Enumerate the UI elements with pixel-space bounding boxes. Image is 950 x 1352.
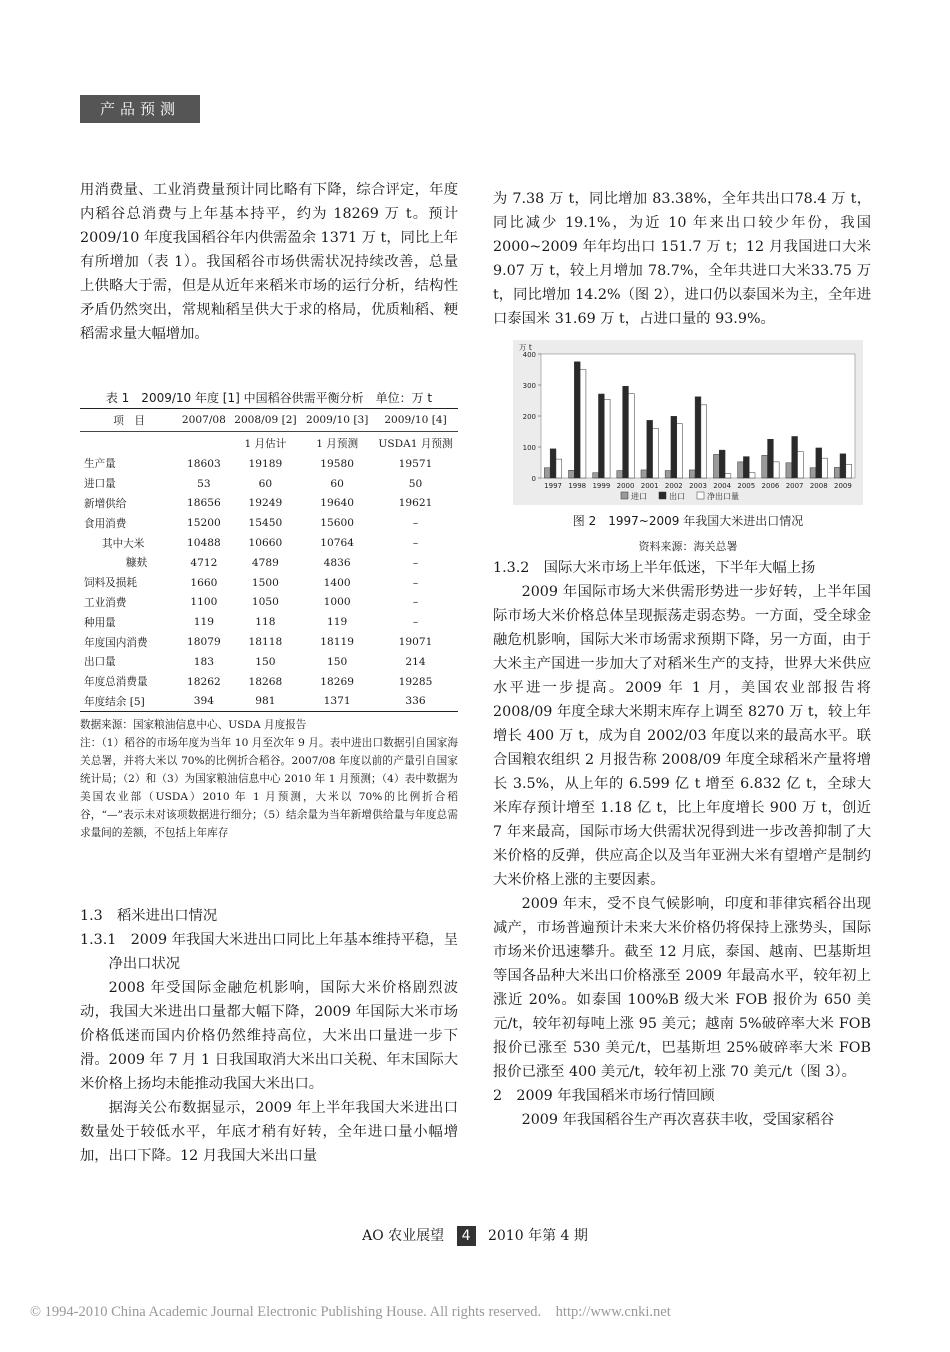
legend-swatch bbox=[697, 492, 704, 499]
y-axis-label: 万 t bbox=[519, 343, 532, 352]
legend-label: 进口 bbox=[631, 492, 647, 501]
left-intro bbox=[80, 178, 458, 346]
bar-import bbox=[689, 470, 695, 478]
table-cell: – bbox=[412, 616, 419, 629]
table-cell: 1000 bbox=[323, 596, 351, 609]
row-label: 糠麸 bbox=[126, 557, 148, 570]
bar-import bbox=[786, 463, 792, 478]
paragraph: 据海关公布数据显示，2009 年上半年我国大米进出口数量处于较低水平，年底才稍有好转，全年进口量小幅增加，出口下降。12 月我国大米出口量 bbox=[80, 1100, 458, 1164]
figure-2 bbox=[513, 340, 863, 530]
row-label: 进口量 bbox=[84, 478, 116, 491]
bar-import bbox=[810, 468, 816, 478]
table-row bbox=[80, 612, 458, 632]
table-cell: 1050 bbox=[251, 596, 279, 609]
row-label: 出口量 bbox=[84, 656, 116, 669]
bar-import bbox=[665, 471, 671, 478]
table-cell: – bbox=[412, 576, 419, 589]
left-section-13 bbox=[80, 904, 458, 1168]
table-cell: 1371 bbox=[301, 692, 373, 712]
table-subheader: 1 月估计 bbox=[244, 437, 287, 450]
row-label: 年度结余 [5] bbox=[80, 692, 178, 712]
table-row bbox=[80, 454, 458, 474]
table-row bbox=[80, 474, 458, 494]
table-note: 注：（1）稻谷的市场年度为当年 10 月至次年 9 月。表中进出口数据引自国家海关总署，并将大米以 70%的比例折合稻谷。2007/08 年度以前的产量引自国家统计局；（2）和（3）为国家粮油信息中心 2010 年 1 月预测；（4）表中数据为美国农业部（USDA）2010 年 1 月预测，大米以 70%的比例折合稻谷，“—”表示未对该项数据进行细分；（5）结余量为当年新增供给量与年度总需求量间的差额，不包括上年库存 bbox=[80, 737, 458, 840]
table-cell: 1400 bbox=[323, 576, 351, 589]
bar-export bbox=[840, 454, 846, 478]
page-number: 4 bbox=[457, 1226, 476, 1246]
table-row bbox=[80, 513, 458, 533]
table-header: 2008/09 [2] bbox=[230, 409, 302, 432]
table-cell: 4712 bbox=[190, 556, 218, 569]
table-cell: 214 bbox=[405, 655, 426, 668]
table-row bbox=[80, 573, 458, 593]
x-tick-label: 2005 bbox=[737, 482, 756, 490]
table-row bbox=[80, 494, 458, 514]
supply-demand-table bbox=[80, 388, 458, 842]
copyright-line: © 1994-2010 China Academic Journal Electronic Publishing House. All rights reserved. http://www.cnki.net bbox=[30, 1304, 671, 1320]
bar-export bbox=[719, 450, 725, 478]
table-cell: – bbox=[412, 596, 419, 609]
x-tick-label: 2008 bbox=[809, 482, 828, 490]
y-tick-label: 200 bbox=[522, 413, 536, 421]
legend-label: 净出口量 bbox=[707, 492, 739, 501]
bar-export bbox=[816, 448, 822, 478]
figure-source: 资料来源：海关总署 bbox=[638, 540, 738, 553]
table-row bbox=[80, 553, 458, 573]
table-cell: 18268 bbox=[248, 675, 283, 688]
x-tick-label: 2006 bbox=[761, 482, 780, 490]
x-tick-label: 2003 bbox=[689, 482, 707, 490]
bar-net-export bbox=[846, 464, 852, 478]
table-cell: 19189 bbox=[248, 457, 283, 470]
bar-net-export bbox=[580, 370, 586, 479]
x-tick-label: 1999 bbox=[592, 482, 611, 490]
table-cell: 19640 bbox=[320, 497, 354, 510]
table-cell: 19580 bbox=[320, 457, 354, 470]
right-section-132 bbox=[493, 556, 871, 1132]
table-cell: 19621 bbox=[398, 497, 433, 510]
x-tick-label: 2002 bbox=[664, 482, 683, 490]
table-cell: 118 bbox=[255, 616, 276, 629]
legend-label: 出口 bbox=[669, 492, 685, 501]
bar-export bbox=[695, 397, 701, 478]
table-cell: 150 bbox=[255, 655, 276, 668]
table-cell: 10488 bbox=[187, 537, 221, 550]
table-subheader: USDA1 月预测 bbox=[378, 437, 453, 450]
table-cell: 60 bbox=[330, 477, 344, 490]
x-tick-label: 2004 bbox=[713, 482, 732, 490]
y-tick-label: 300 bbox=[522, 382, 536, 390]
row-label: 工业消费 bbox=[84, 596, 127, 609]
table-cell: 19285 bbox=[398, 675, 433, 688]
table-cell: 1500 bbox=[251, 576, 279, 589]
bar-import bbox=[641, 470, 647, 478]
table-cell: 15450 bbox=[248, 517, 283, 530]
table-cell: – bbox=[412, 556, 419, 569]
table-subheader bbox=[178, 432, 229, 455]
table-header: 2009/10 [4] bbox=[373, 409, 458, 432]
table-notes bbox=[80, 716, 458, 842]
row-label: 年度国内消费 bbox=[84, 636, 148, 649]
bar-net-export bbox=[653, 428, 659, 478]
x-tick-label: 2001 bbox=[640, 482, 659, 490]
table-source: 数据来源：国家粮油信息中心、USDA 月度报告 bbox=[80, 719, 307, 732]
bar-net-export bbox=[798, 452, 804, 478]
table-cell: – bbox=[412, 537, 419, 550]
table-cell: 19071 bbox=[398, 636, 433, 649]
bar-net-export bbox=[628, 394, 634, 478]
table-cell: 60 bbox=[258, 477, 273, 490]
paragraph: 2009 年国际市场大米供需形势进一步好转，上半年国际市场大米价格总体呈现振荡走弱态势。一方面，受全球金融危机影响，国际大米市场需求预期下降，另一方面，由于大米主产国进一步加大了对稻米生产的支持，世界大米供应水平进一步提高。2009 年 1 月，美国农业部报告将 2008/09 年度全球大米期末库存上调至 8270 万 t，较上年增长 400 万 t，成为自 2002/03 年度以来的最高水平。联合国粮农组织 2 月报告称 2008/09 年度全球稻米产量将增长 3.5%，从上年的 6.599 亿 t 增至 6.832 亿 t，全球大米库存预计增至 1.18 亿 t，比上年度增长 900 万 t，创近 7 年来最高，国际市场大供需状况得到进一步改善抑制了大米价格的反弹，供应高企以及当年亚洲大米有望增产是制约大米价格上涨的主要因素。 bbox=[493, 584, 871, 888]
row-label: 种用量 bbox=[84, 616, 116, 629]
x-tick-label: 2009 bbox=[834, 482, 852, 490]
bar-import bbox=[617, 471, 623, 478]
paragraph: 2009 年我国稻谷生产再次喜获丰收，受国家稻谷 bbox=[521, 1112, 835, 1128]
rice-trade-chart bbox=[513, 340, 863, 505]
table-row bbox=[80, 692, 458, 712]
table-row bbox=[80, 533, 458, 553]
table-cell: 1100 bbox=[190, 596, 218, 609]
x-tick-label: 2000 bbox=[616, 482, 635, 490]
bar-net-export bbox=[604, 399, 610, 478]
section-heading-13: 1.3 稻米进出口情况 bbox=[80, 908, 218, 924]
bar-net-export bbox=[822, 458, 828, 478]
bar-net-export bbox=[749, 473, 755, 478]
table-cell: 119 bbox=[327, 616, 348, 629]
bar-import bbox=[569, 470, 575, 478]
bar-net-export bbox=[725, 474, 731, 478]
x-tick-label: 2007 bbox=[785, 482, 804, 490]
table-subheader: 1 月预测 bbox=[316, 437, 359, 450]
bar-import bbox=[713, 454, 719, 478]
row-label: 其中大米 bbox=[102, 537, 145, 550]
bar-net-export bbox=[701, 405, 707, 478]
table-row bbox=[80, 632, 458, 652]
issue-info: 2010 年第 4 期 bbox=[487, 1228, 588, 1244]
x-tick-label: 1998 bbox=[568, 482, 587, 490]
row-label: 食用消费 bbox=[84, 517, 127, 530]
bar-net-export bbox=[773, 462, 779, 478]
table-cell: – bbox=[412, 517, 419, 530]
table-cell: 15600 bbox=[320, 517, 354, 530]
table-cell: 10764 bbox=[320, 537, 354, 550]
table-cell: 4789 bbox=[251, 556, 279, 569]
table-cell: 18118 bbox=[248, 636, 283, 649]
bar-export bbox=[647, 420, 653, 478]
bar-import bbox=[593, 473, 599, 478]
section-heading-131: 1.3.1 2009 年我国大米进出口同比上年基本维持平稳，呈净出口状况 bbox=[80, 932, 458, 972]
y-tick-label: 100 bbox=[522, 444, 536, 452]
table-cell: 336 bbox=[373, 692, 458, 712]
bar-import bbox=[762, 455, 768, 478]
y-tick-label: 0 bbox=[531, 475, 536, 483]
bar-net-export bbox=[556, 459, 562, 478]
paragraph: 为 7.38 万 t，同比增加 83.38%，全年共出口78.4 万 t，同比减少 19.1%，为近 10 年来出口较少年份，我国 2000~2009 年年均出口 151.7 万 t；12 月我国进口大米 9.07 万 t，较上月增加 78.7%，全年共进口大米33.75 万 t，同比增加 14.2%（图 2），进口仍以泰国米为主，全年进口泰国米 31.69 万 t，占进口量的 93.9%。 bbox=[493, 191, 871, 327]
row-label: 生产量 bbox=[84, 458, 116, 471]
row-label: 饲料及损耗 bbox=[84, 577, 137, 590]
table-row bbox=[80, 672, 458, 692]
bar-export bbox=[671, 416, 677, 478]
paragraph: 2009 年末，受不良气候影响，印度和菲律宾稻谷出现减产，市场普遍预计未来大米价格仍将保持上涨势头，国际市场米价迅速攀升。截至 12 月底，泰国、越南、巴基斯坦等国各品种大米出口价格涨至 2009 年最高水平，较年初上涨近 20%。如泰国 100%B 级大米 FOB 报价为 650 美元/t，较年初每吨上涨 95 美元；越南 5%破碎率大米 FOB 报价已涨至 530 美元/t，巴基斯坦 25%破碎率大米 FOB 报价已涨至 400 美元/t，较年初上涨 70 美元/t（图 3）。 bbox=[493, 896, 871, 1080]
bar-export bbox=[574, 362, 580, 478]
bar-import bbox=[834, 467, 840, 478]
row-label: 新增供给 bbox=[84, 497, 127, 510]
bar-export bbox=[623, 386, 629, 478]
intro-paragraph: 用消费量、工业消费量预计同比略有下降，综合评定，年度内稻谷总消费与上年基本持平，约为 18269 万 t。预计 2009/10 年度我国稻谷年内供需盈余 1371 万 t，同比上年有所增加（表 1）。我国稻谷市场供需状况持续改善，总量上供略大于需，但是从近年来稻米市场的运行分析，结构性矛盾仍然突出，常规籼稻呈供大于求的格局，优质籼稻、粳稻需求量大幅增加。 bbox=[80, 182, 458, 342]
legend-swatch bbox=[621, 492, 628, 499]
table-cell: 394 bbox=[178, 692, 229, 712]
bar-import bbox=[738, 462, 744, 478]
bar-export bbox=[598, 394, 604, 478]
y-tick-label: 400 bbox=[522, 351, 536, 359]
legend-swatch bbox=[659, 492, 666, 499]
table-cell: 119 bbox=[193, 616, 215, 629]
bar-export bbox=[743, 457, 749, 478]
figure-caption: 图 2 1997~2009 年我国大米进出口情况 bbox=[572, 514, 804, 528]
bar-import bbox=[544, 468, 550, 478]
table-cell: 183 bbox=[193, 655, 215, 668]
bar-export bbox=[550, 449, 556, 478]
paragraph: 2008 年受国际金融危机影响，国际大米价格剧烈波动，我国大米进出口量都大幅下降，2009 年国际大米市场价格低迷而国内价格仍然维持高位，大米出口量进一步下滑。2009 年 7 月 1 日我国取消大米出口关税、年末国际大米价格上扬均未能推动我国大米出口。 bbox=[80, 980, 458, 1092]
table-cell: 18656 bbox=[187, 497, 221, 510]
table-cell: 19571 bbox=[398, 457, 433, 470]
table-cell: 18079 bbox=[187, 636, 221, 649]
table-row bbox=[80, 652, 458, 672]
table-row bbox=[80, 593, 458, 613]
table-header: 2009/10 [3] bbox=[301, 409, 373, 432]
bar-net-export bbox=[677, 424, 683, 478]
table-header: 2007/08 bbox=[178, 409, 229, 432]
table-cell: 4836 bbox=[323, 556, 351, 569]
bar-export bbox=[768, 439, 774, 478]
table-cell: 50 bbox=[408, 477, 423, 490]
journal-name: AO 农业展望 bbox=[362, 1228, 445, 1244]
table-cell: 15200 bbox=[187, 517, 221, 530]
table-cell: 53 bbox=[197, 477, 211, 490]
table-grid bbox=[80, 408, 458, 712]
table-cell: 19249 bbox=[248, 497, 283, 510]
table-cell: 150 bbox=[327, 655, 348, 668]
table-subheader bbox=[80, 432, 178, 455]
section-heading-2: 2 2009 年我国稻米市场行情回顾 bbox=[493, 1088, 715, 1104]
page-footer bbox=[0, 1226, 950, 1246]
table-cell: 18603 bbox=[187, 457, 221, 470]
table-cell: 18119 bbox=[320, 636, 354, 649]
table-cell: 18269 bbox=[320, 675, 354, 688]
x-tick-label: 1997 bbox=[544, 482, 562, 490]
table-cell: 18262 bbox=[187, 675, 221, 688]
table-cell: 1660 bbox=[190, 576, 218, 589]
bar-export bbox=[792, 436, 798, 478]
table-title: 表 1 2009/10 年度 [1] 中国稻谷供需平衡分析 单位：万 t bbox=[105, 391, 433, 405]
row-label: 年度总消费量 bbox=[84, 676, 148, 689]
right-top bbox=[493, 187, 871, 331]
section-heading-132: 1.3.2 国际大米市场上半年低迷，下半年大幅上扬 bbox=[493, 560, 816, 576]
table-header: 项 目 bbox=[80, 409, 178, 432]
section-header: 产品预测 bbox=[80, 95, 200, 123]
table-cell: 10660 bbox=[248, 537, 283, 550]
table-cell: 981 bbox=[230, 692, 302, 712]
